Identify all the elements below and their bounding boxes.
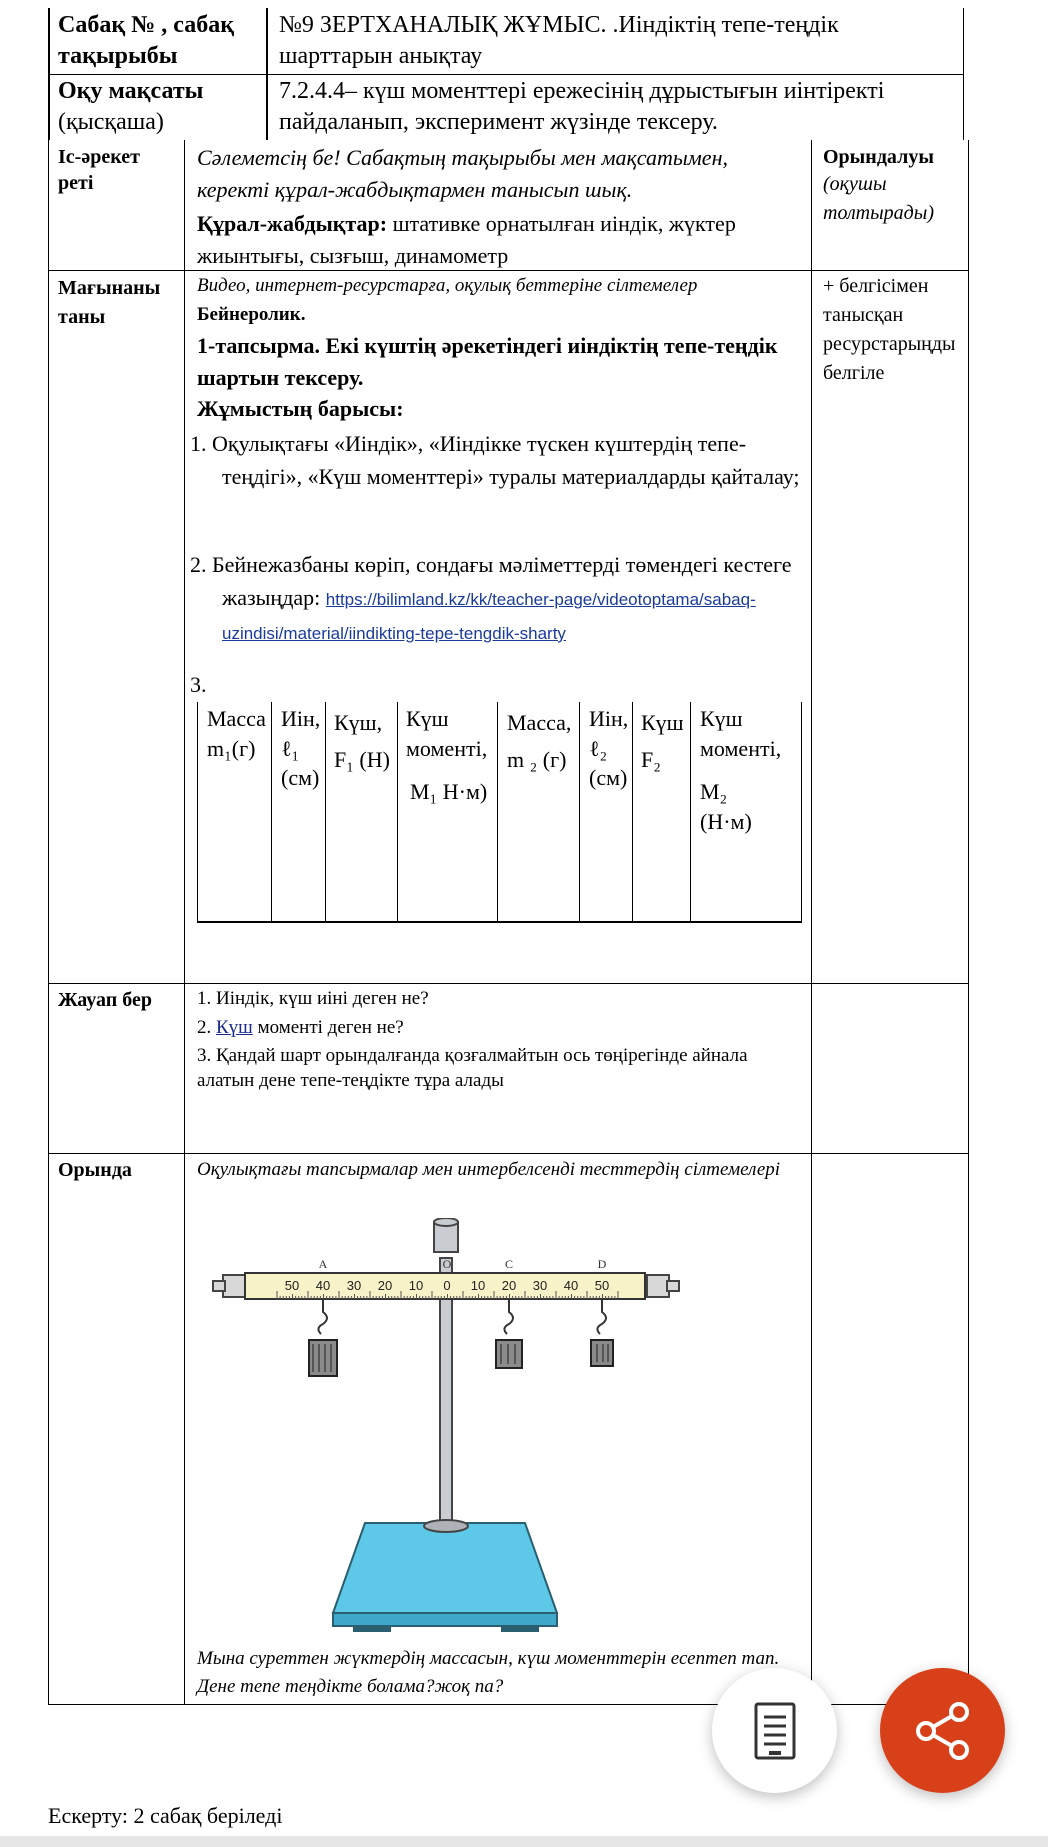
learning-goal-label-note: (қысқаша) — [58, 109, 164, 136]
intro-greeting: Сәлеметсің бе! Сабақтың тақырыбы мен мақсатымен, керекті құрал-жабдықтармен танысып шық. — [197, 145, 728, 202]
intro-label: Іс-әрекет реті — [58, 146, 140, 194]
scale-label: 40 — [315, 1278, 331, 1293]
moment-link[interactable]: Күш — [216, 1017, 253, 1038]
question-3: 3. Қандай шарт орындалғанда қозғалмайтын ось төңірегінде айнала алатын дене тепе-теңдікте тұра алады — [197, 1045, 748, 1091]
step-1: 1. Оқулықтағы «Иіндік», «Иіндікке түскен күштердің тепе-теңдігі», «Күш моменттері» туралы материалдарды қайталау; — [190, 431, 800, 489]
resources-note: + белгісімен танысқан ресурстарыңды белгіле — [823, 275, 956, 384]
col-header-force-2: Күш F₂ — [641, 710, 684, 773]
scale-label: 50 — [594, 1278, 610, 1293]
progress-title: Жұмыстың барысы: — [197, 396, 404, 421]
col-header-arm-1: Иін, ℓ₁ (см) — [281, 706, 321, 791]
weight-c — [496, 1340, 522, 1368]
links-note: Видео, интернет-ресурстарға, оқулық беттеріне сілтемелер — [197, 275, 698, 296]
point-label-d: D — [597, 1257, 607, 1271]
footer-note: Ескерту: 2 сабақ беріледі — [48, 1803, 283, 1828]
equipment-label: Құрал-жабдықтар: — [197, 211, 388, 236]
document-button[interactable] — [712, 1668, 837, 1793]
share-icon — [915, 1702, 971, 1760]
stand-base — [333, 1523, 557, 1613]
col-header-moment-1: Күш моменті, М₁ Н·м) — [406, 706, 488, 805]
learning-goal: 7.2.4.4– күш моменттері ережесінің дұрыстығын иінтіректі пайдаланып, эксперимент жүзінде тексеру. — [279, 78, 885, 136]
scale-label: 30 — [532, 1278, 548, 1293]
question-2: 2. Күш моменті деген не? — [197, 1017, 404, 1038]
step-3: 3. — [190, 672, 207, 697]
scale-label: 0 — [443, 1278, 451, 1293]
scale-label: 20 — [377, 1278, 393, 1293]
data-table — [197, 702, 802, 922]
col-header-mass-2: Масса, m ₂ (г) — [507, 710, 572, 773]
col-header-mass-1: Масса m₁(г) — [207, 706, 266, 761]
completion-title: Орындалуы — [823, 146, 934, 168]
share-button[interactable] — [880, 1668, 1005, 1793]
lever-figure — [205, 1218, 695, 1638]
question-1: 1. Иіндік, күш иіні деген не? — [197, 988, 429, 1009]
bottom-bar — [0, 1836, 1048, 1847]
completion-note: (оқушы толтырады) — [823, 173, 934, 224]
lesson-number-label: Сабақ № , сабақ тақырыбы — [58, 12, 235, 70]
document-icon — [753, 1701, 797, 1761]
do-label: Орында — [58, 1159, 132, 1181]
scale-label: 10 — [470, 1278, 486, 1293]
video-role: Бейнеролик. — [197, 304, 306, 325]
weight-a — [309, 1340, 337, 1376]
point-label-a: A — [318, 1257, 328, 1271]
scale-label: 30 — [346, 1278, 362, 1293]
video-link[interactable]: https://bilimland.kz/kk/teacher-page/videotoptama/sabaq-uzindisi/material/iindikting-tepe-tengdik-sharty — [222, 590, 756, 643]
lesson-topic: №9 ЗЕРТХАНАЛЫҚ ЖҰМЫС. .Иіндіктің тепе-теңдік шарттарын анықтау — [279, 12, 839, 70]
scale-label: 20 — [501, 1278, 517, 1293]
meaning-label: Мағынаны таны — [58, 277, 161, 328]
learning-goal-label — [58, 76, 258, 138]
equipment-list: штативке орнатылған иіндік, жүктер жиынтығы, сызғыш, динамометр — [197, 211, 736, 268]
task-title: 1-тапсырма. Екі күштің әрекетіндегі иіндіктің тепе-теңдік шартын тексеру. — [197, 333, 778, 390]
step-2 — [190, 548, 802, 649]
answer-label: Жауап бер — [58, 989, 152, 1011]
col-header-moment-2: Күш моменті, М₂ (Н·м) — [700, 706, 782, 835]
scale-label: 10 — [408, 1278, 424, 1293]
point-label-c: C — [504, 1257, 514, 1271]
equipment-text — [197, 208, 802, 272]
col-header-force-1: Күш, F₁ (Н) — [334, 710, 390, 773]
weight-d — [591, 1340, 613, 1366]
do-question: Мына суреттен жүктердің массасын, күш моменттерін есептеп тап. Дене тепе теңдікте болама?жоқ па? — [197, 1648, 780, 1697]
point-label-o: O — [442, 1257, 452, 1271]
step-2-text: 2. Бейнежазбаны көріп, сондағы мәліметтерді төмендегі кестеге жазыңдар: — [190, 552, 792, 610]
col-header-arm-2: Иін, ℓ₂ (см) — [589, 706, 629, 791]
learning-goal-label-bold: Оқу мақсаты — [58, 78, 204, 104]
scale-label: 40 — [563, 1278, 579, 1293]
scale-label: 50 — [284, 1278, 300, 1293]
do-intro: Оқулықтағы тапсырмалар мен интербелсенді тесттердің сілтемелері — [197, 1159, 781, 1180]
